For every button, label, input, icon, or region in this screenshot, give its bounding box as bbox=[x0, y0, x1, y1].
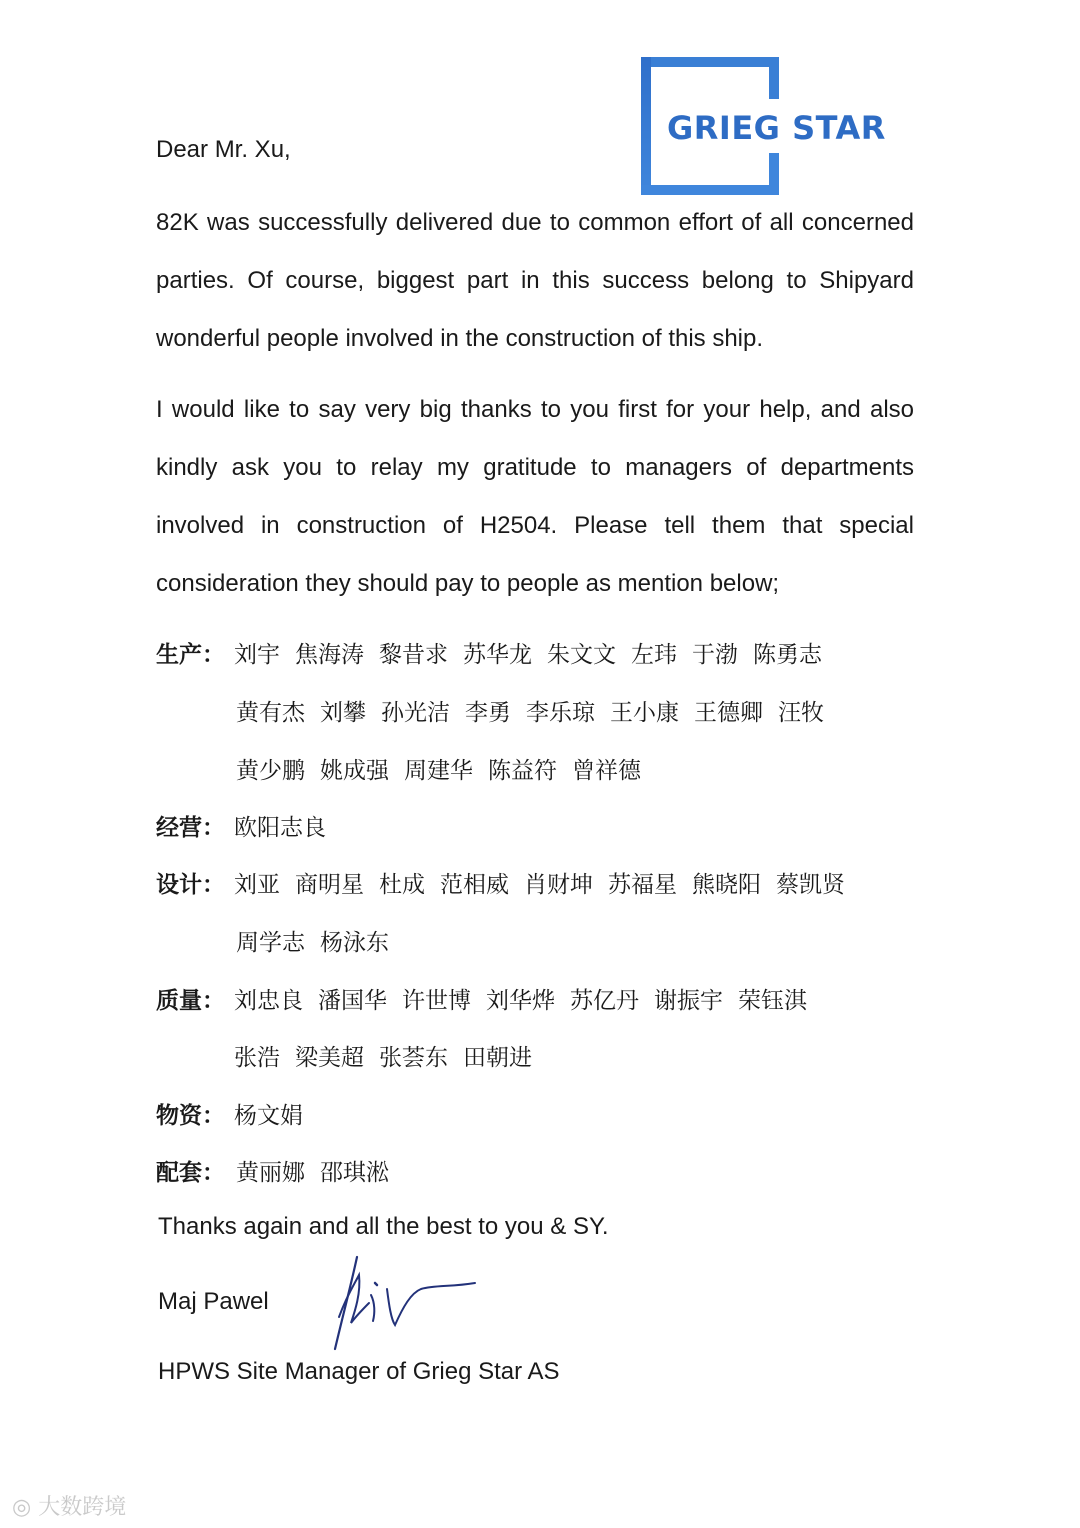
person-name: 周建华 bbox=[404, 758, 473, 784]
person-name: 蔡凯贤 bbox=[776, 872, 845, 898]
person-name: 曾祥德 bbox=[572, 758, 641, 784]
person-name: 杨文娟 bbox=[234, 1103, 303, 1129]
watermark-logo-icon: ◎ bbox=[12, 1495, 32, 1520]
person-name: 孙光洁 bbox=[381, 700, 450, 726]
paragraph-2: I would like to say very big thanks to you first for your help, and also kindly ask you to relay my gratitude to managers of departments involved in construction of H2504. Please tell them that special consideration they should pay to people as mention below; bbox=[156, 396, 914, 597]
person-name: 熊晓阳 bbox=[692, 872, 761, 898]
person-name: 欧阳志良 bbox=[234, 815, 326, 841]
person-name: 范相威 bbox=[440, 872, 509, 898]
person-name: 刘宇 bbox=[234, 642, 280, 668]
signer-title: HPWS Site Manager of Grieg Star AS bbox=[158, 1358, 560, 1385]
person-name: 梁美超 bbox=[295, 1045, 364, 1071]
grieg-star-logo bbox=[641, 57, 891, 197]
person-name: 刘攀 bbox=[320, 700, 366, 726]
person-name: 王小康 bbox=[610, 700, 679, 726]
person-name: 肖财坤 bbox=[524, 872, 593, 898]
department-label: 经营： bbox=[156, 814, 225, 841]
logo-text: GRIEG STAR bbox=[667, 109, 886, 147]
person-name: 苏亿丹 bbox=[570, 988, 639, 1014]
person-name: 谢振宇 bbox=[654, 988, 723, 1014]
person-name: 张荟东 bbox=[379, 1045, 448, 1071]
person-name: 黎昔求 bbox=[379, 642, 448, 668]
person-name: 朱文文 bbox=[547, 642, 616, 668]
person-name: 商明星 bbox=[295, 872, 364, 898]
person-name: 陈勇志 bbox=[753, 642, 822, 668]
person-name: 陈益符 bbox=[488, 758, 557, 784]
department-label: 物资： bbox=[156, 1102, 225, 1129]
person-name: 荣钰淇 bbox=[738, 988, 807, 1014]
person-name: 左玮 bbox=[631, 642, 677, 668]
watermark-text: 大数跨境 bbox=[38, 1495, 127, 1520]
person-name: 刘华烨 bbox=[486, 988, 555, 1014]
person-name: 潘国华 bbox=[318, 988, 387, 1014]
watermark bbox=[12, 1490, 126, 1521]
person-name: 刘忠良 bbox=[234, 988, 303, 1014]
person-name: 李乐琼 bbox=[526, 700, 595, 726]
handwritten-signature bbox=[325, 1245, 485, 1355]
department-label: 配套： bbox=[156, 1159, 225, 1186]
person-name: 邵琪淞 bbox=[320, 1160, 389, 1186]
salutation: Dear Mr. Xu, bbox=[156, 136, 291, 163]
person-name: 黄丽娜 bbox=[236, 1160, 305, 1186]
person-name: 杜成 bbox=[379, 872, 425, 898]
person-name: 焦海涛 bbox=[295, 642, 364, 668]
person-name: 张浩 bbox=[234, 1045, 280, 1071]
person-name: 周学志 bbox=[236, 930, 305, 956]
signer-name: Maj Pawel bbox=[158, 1288, 269, 1315]
person-name: 汪牧 bbox=[778, 700, 824, 726]
department-label: 质量： bbox=[156, 987, 225, 1014]
person-name: 黄少鹏 bbox=[236, 758, 305, 784]
person-name: 田朝进 bbox=[463, 1045, 532, 1071]
paragraph-1: 82K was successfully delivered due to common effort of all concerned parties. Of course, biggest part in this success belong to Shipyard wonderful people involved in the construction of this ship. bbox=[156, 209, 914, 352]
closing-line: Thanks again and all the best to you & SY. bbox=[158, 1213, 609, 1240]
person-name: 姚成强 bbox=[320, 758, 389, 784]
department-label: 设计： bbox=[156, 871, 225, 898]
department-label: 生产： bbox=[156, 641, 225, 668]
person-name: 黄有杰 bbox=[236, 700, 305, 726]
person-name: 杨泳东 bbox=[320, 930, 389, 956]
person-name: 李勇 bbox=[465, 700, 511, 726]
person-name: 许世博 bbox=[402, 988, 471, 1014]
person-name: 刘亚 bbox=[234, 872, 280, 898]
person-name: 苏华龙 bbox=[463, 642, 532, 668]
person-name: 苏福星 bbox=[608, 872, 677, 898]
person-name: 于渤 bbox=[692, 642, 738, 668]
person-name: 王德卿 bbox=[694, 700, 763, 726]
